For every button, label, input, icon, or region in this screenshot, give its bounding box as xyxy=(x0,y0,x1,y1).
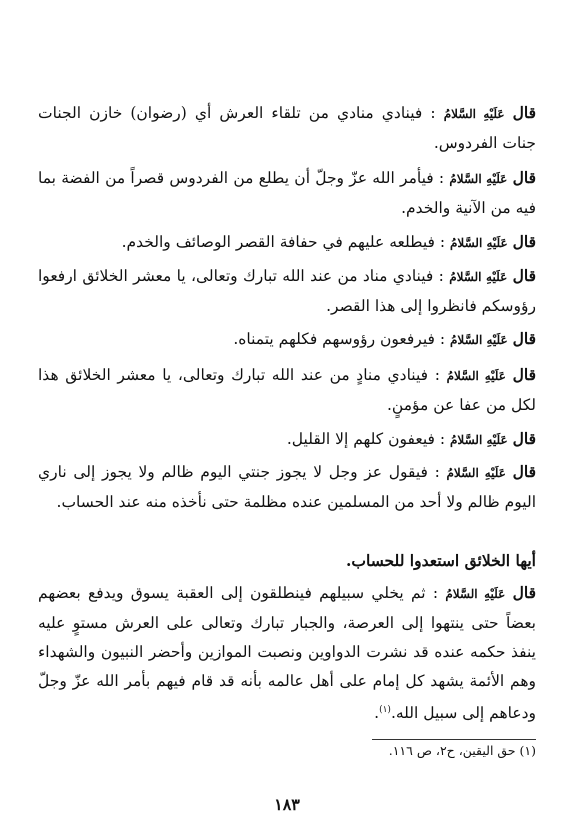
paragraph-text: : فيأمر الله عزّ وجلّ أن يطلع من الفردوس قصراً من الفضة بما فيه من الآنية والخدم. xyxy=(38,169,536,217)
paragraph-text: : ثم يخلي سبيلهم فينطلقون إلى العقبة يسوق ويدفع بعضهم بعضاً حتى ينتهوا إلى العرصة، والجبار تبارك وتعالى على العرش مستوٍ عليه ينفذ حكمه عنده قد نشرت الدواوين ونصبت الموازين وأحضر النبيون والشهداء وهم الأئمة يشهد كل إمام على أهل عالمه بأنه قد قام فيهم بأمر الله عزّ وجلّ ودعاهم إلى سبيل الله. xyxy=(38,584,536,723)
qal-label: قال xyxy=(512,583,536,602)
qal-label: قال xyxy=(512,266,536,285)
paragraph-text: : فينادي مناد من عند الله تبارك وتعالى، يا معشر الخلائق ارفعوا رؤوسكم فانظروا إلى هذا القصر. xyxy=(38,267,536,315)
paragraph-text: : فينادي منادٍ من عند الله تبارك وتعالى، يا معشر الخلائق هذا لكل من عفا عن مؤمنٍ. xyxy=(38,366,536,414)
paragraph-7 xyxy=(38,424,536,455)
paragraph-text: : فيقول عز وجل لا يجوز جنتي اليوم ظالم ولا يجوز إلى ناري اليوم ظالم ولا أحد من المسلمين عنده مظلمة حتى نأخذه منه عند الحساب. xyxy=(38,463,536,511)
qal-label: قال xyxy=(512,329,536,348)
paragraph-10: قال عَلَيْهِ السَّلامُ : ثم يخلي سبيلهم فينطلقون إلى العقبة يسوق ويدفع بعضهم بعضاً حتى ينتهوا إلى العرصة، والجبار تبارك وتعالى على العرش مستوٍ عليه ينفذ حكمه عنده قد نشرت الدواوين ونصبت الموازين وأحضر النبيون والشهداء وهم الأئمة يشهد كل إمام على أهل عالمه بأنه قد قام فيهم بأمر الله عزّ وجلّ ودعاهم إلى سبيل الله.$^{(١)}$. xyxy=(38,583,536,723)
paragraph-6 xyxy=(38,360,536,420)
paragraph-5 xyxy=(38,324,536,355)
paragraph-4 xyxy=(38,261,536,321)
qal-label: قال xyxy=(512,168,536,187)
qal-label: قال xyxy=(512,365,536,384)
qal-label: قال xyxy=(512,462,536,481)
qal-label: قال xyxy=(512,429,536,448)
honorific-glyph: عَلَيْهِ السَّلامُ xyxy=(450,236,508,250)
paragraph-text: : فينادي منادي من تلقاء العرش أي (رضوان) خازن الجنات جنات الفردوس. xyxy=(38,104,536,152)
honorific-glyph: عَلَيْهِ السَّلامُ xyxy=(450,333,508,347)
paragraph-9 xyxy=(38,546,536,576)
honorific-glyph: عَلَيْهِ السَّلامُ xyxy=(449,270,508,284)
paragraph-8 xyxy=(38,457,536,517)
qal-label: قال xyxy=(512,232,536,251)
honorific-glyph: عَلَيْهِ السَّلامُ xyxy=(445,587,506,601)
footnote-marker: (١) xyxy=(379,705,391,715)
paragraph-text: : فيعفون كلهم إلا القليل. xyxy=(286,430,446,448)
paragraph-text: أيها الخلائق استعدوا للحساب. xyxy=(346,551,536,570)
honorific-glyph: عَلَيْهِ السَّلامُ xyxy=(449,172,508,186)
page-number: ١٨٣ xyxy=(274,795,300,814)
paragraph-text: : فيطلعه عليهم في حفافة القصر الوصائف والخدم. xyxy=(121,233,446,251)
paragraph-2 xyxy=(38,163,536,223)
honorific-glyph: عَلَيْهِ السَّلامُ xyxy=(446,369,506,383)
paragraph-text: : فيرفعون رؤوسهم فكلهم يتمناه. xyxy=(233,330,446,348)
honorific-glyph: عَلَيْهِ السَّلامُ xyxy=(450,433,508,447)
qal-label: قال xyxy=(512,103,536,122)
honorific-glyph: عَلَيْهِ السَّلامُ xyxy=(446,466,506,480)
paragraph-3 xyxy=(38,227,536,258)
footnote-divider xyxy=(372,739,536,740)
footnote: (١) حق اليقين، ح٢، ص ١١٦. xyxy=(388,743,536,758)
honorific-glyph: عَلَيْهِ السَّلامُ xyxy=(443,107,505,121)
paragraph-1 xyxy=(38,98,536,158)
